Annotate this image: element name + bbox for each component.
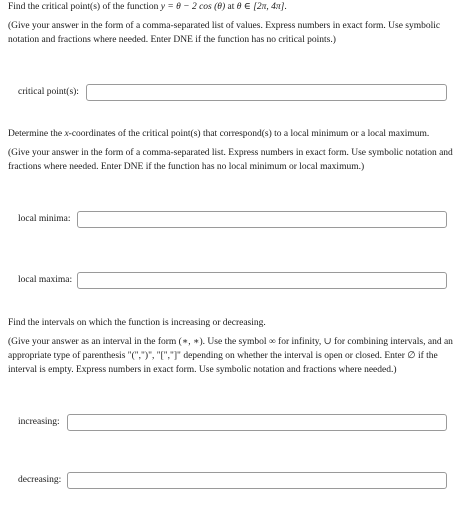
- function-formula: y = θ − 2 cos (θ): [160, 2, 226, 12]
- increasing-label: increasing:: [18, 417, 60, 427]
- local-minima-input[interactable]: [77, 211, 447, 228]
- local-minima-label: local minima:: [18, 214, 71, 224]
- question-2-prompt-end: -coordinates of the critical point(s) that correspond(s) to a local minimum or a local maximum.: [68, 129, 430, 139]
- local-maxima-input[interactable]: [77, 272, 447, 289]
- question-1-prompt-mid: at: [225, 2, 237, 12]
- decreasing-label: decreasing:: [18, 475, 62, 485]
- decreasing-input[interactable]: [67, 472, 447, 489]
- local-maxima-label: local maxima:: [18, 275, 73, 285]
- x-variable: x: [64, 129, 69, 139]
- question-3-instructions: (Give your answer as an interval in the form (∗, ∗). Use the symbol ∞ for infinity, ∪ for combining intervals, and an appropriate type of parenthesis "(",")", "[","]" depending on whether the interval is open or closed. Enter ∅ if the interval is empty. Express numbers in exact form. Use symbolic notation and fractions where needed.): [8, 337, 453, 375]
- question-2-prompt-text: Determine the: [8, 129, 65, 139]
- question-2-instructions: (Give your answer in the form of a comma-separated list. Express numbers in exact form. Use symbolic notation and fractions where needed. Enter DNE if the function has no local minimum or local maximum.): [8, 148, 453, 172]
- question-1-prompt-text: Find the critical point(s) of the function: [8, 2, 161, 12]
- question-2-prompt: [8, 127, 468, 141]
- question-1-prompt-end: .: [284, 2, 287, 12]
- increasing-input[interactable]: [67, 414, 447, 431]
- critical-points-label: critical point(s):: [18, 87, 79, 97]
- question-3-prompt: Find the intervals on which the function is increasing or decreasing.: [8, 318, 266, 328]
- function-domain: θ ∈ [2π, 4π]: [236, 2, 285, 12]
- question-1-instructions: (Give your answer in the form of a comma-separated list of values. Express numbers in exact form. Use symbolic notation and fractions where needed. Enter DNE if the function has no critical points.): [8, 21, 441, 45]
- critical-points-input[interactable]: [86, 84, 447, 101]
- question-1-prompt: [8, 0, 468, 14]
